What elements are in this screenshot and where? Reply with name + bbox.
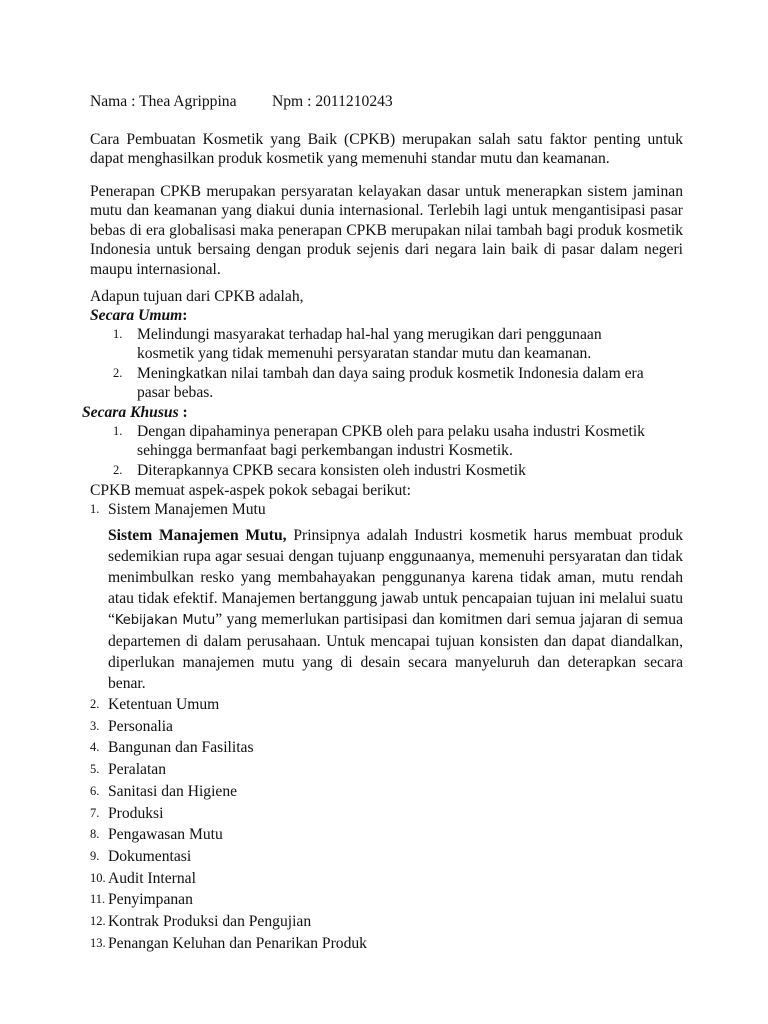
list-text: Peralatan — [108, 761, 167, 779]
list-text: Penangan Keluhan dan Penarikan Produk — [108, 934, 367, 952]
list-text: Pengawasan Mutu — [108, 826, 223, 844]
aspek-text: Sistem Manajemen Mutu — [108, 501, 266, 518]
list-item — [90, 803, 683, 825]
list-item — [90, 364, 659, 402]
list-item — [90, 461, 659, 480]
aspek-item — [90, 500, 683, 519]
list-item — [90, 694, 683, 716]
list-item — [90, 824, 683, 846]
student-name: Nama : Thea Agrippina — [90, 93, 237, 110]
list-number: 7. — [90, 805, 100, 820]
list-item — [90, 325, 659, 363]
list-item — [90, 933, 683, 955]
list-number: 8. — [90, 827, 100, 842]
list-text: Personalia — [108, 717, 173, 735]
student-npm: Npm : 2011210243 — [272, 93, 393, 110]
list-text: Bangunan dan Fasilitas — [108, 739, 254, 757]
student-header — [90, 92, 683, 112]
aspek-first — [90, 500, 683, 519]
list-item — [90, 422, 659, 460]
intro-paragraph: Cara Pembuatan Kosmetik yang Baik (CPKB) merupakan salah satu faktor penting untuk dapat menghasilkan produk kosmetik yang memenuhi standar mutu dan keamanan. — [90, 130, 683, 167]
list-item — [90, 889, 683, 911]
list-number: 1. — [113, 327, 123, 341]
list-number: 10. — [90, 870, 106, 885]
list-number: 5. — [90, 762, 100, 777]
khusus-heading-text: Secara Khusus — [82, 404, 179, 421]
list-number: 2. — [113, 366, 123, 380]
list-item — [90, 846, 683, 868]
list-text: Dengan dipahaminya penerapan CPKB oleh para pelaku usaha industri Kosmetik sehingga bermanfaat bagi perkembangan industri Kosmetik. — [137, 423, 645, 459]
list-number: 11. — [90, 892, 106, 907]
aspek-list — [90, 694, 683, 954]
khusus-list — [90, 422, 659, 480]
list-number: 2. — [113, 463, 123, 477]
tujuan-intro: Adapun tujuan dari CPKB adalah, — [90, 288, 304, 305]
khusus-heading — [82, 403, 683, 422]
khusus-colon: : — [178, 404, 188, 421]
list-item — [90, 868, 683, 890]
list-text: Melindungi masyarakat terhadap hal-hal yang merugikan dari penggunaan kosmetik yang tidak memenuhi persyaratan standar mutu dan keamanan. — [137, 326, 602, 362]
umum-colon: : — [182, 307, 188, 324]
smm-text1: Prinsipnya adalah Industri kosmetik harus membuat produk sedemikian rupa agar sesuai dengan tujuanp enggunaanya, memenuhi persyaratan dan tidak menimbulkan resko yang membahayakan penggunanya karena tidak aman, mutu rendah atau tidak efektif. Manajemen bertanggung jawab untuk pencapaian tujuan ini melalui suatu “ — [108, 527, 684, 628]
aspek-intro: CPKB memuat aspek-aspek pokok sebagai berikut: — [90, 482, 411, 499]
list-item — [90, 737, 683, 759]
list-text: Sanitasi dan Higiene — [108, 782, 238, 800]
umum-heading-text: Secara Umum — [90, 307, 183, 324]
list-item — [90, 911, 683, 933]
list-text: Meningkatkan nilai tambah dan daya saing produk kosmetik Indonesia dalam era pasar bebas. — [137, 365, 644, 401]
list-text: Ketentuan Umum — [108, 696, 220, 713]
list-number: 4. — [90, 740, 100, 755]
list-number: 6. — [90, 783, 100, 798]
list-number: 3. — [90, 718, 100, 733]
list-number: 1. — [113, 424, 123, 438]
list-text: Penyimpanan — [108, 891, 193, 909]
list-item — [90, 759, 683, 781]
penerapan-paragraph: Penerapan CPKB merupakan persyaratan kelayakan dasar untuk menerapkan sistem jaminan mutu dan keamanan yang diakui dunia internasional. Terlebih lagi untuk mengantisipasi pasar bebas di era globalisasi maka penerapan CPKB merupakan nilai tambah bagi produk kosmetik Indonesia untuk bersaing dengan produk sejenis dari negara lain baik di pasar dalam negeri maupu internasional. — [90, 182, 683, 278]
list-number: 12. — [90, 914, 106, 929]
smm-bold: Sistem Manajemen Mutu, — [108, 527, 287, 544]
list-text: Dokumentasi — [108, 847, 192, 865]
list-item — [90, 716, 683, 738]
smm-paragraph — [108, 525, 683, 694]
smm-quoted: Kebijakan Mutu — [114, 613, 216, 628]
aspek-num: 1. — [90, 502, 100, 516]
list-text: Produksi — [108, 804, 164, 822]
smm-text2: ” yang memerlukan partisipasi dan komitmen dari semua jajaran di semua departemen di dalam perusahaan. Untuk mencapai tujuan konsisten dan dapat diandalkan, diperlukan manajemen mutu yang di desain secara manyeluruh dan deterapkan secara benar. — [108, 611, 683, 692]
list-item — [90, 781, 683, 803]
list-number: 9. — [90, 848, 100, 863]
list-number: 2. — [90, 697, 100, 711]
list-text: Diterapkannya CPKB secara konsisten oleh industri Kosmetik — [137, 462, 526, 479]
list-text: Audit Internal — [108, 869, 196, 887]
list-text: Kontrak Produksi dan Pengujian — [108, 913, 312, 931]
umum-list — [90, 325, 659, 402]
list-number: 13. — [90, 935, 106, 950]
umum-heading — [90, 306, 683, 325]
document — [82, 92, 684, 954]
